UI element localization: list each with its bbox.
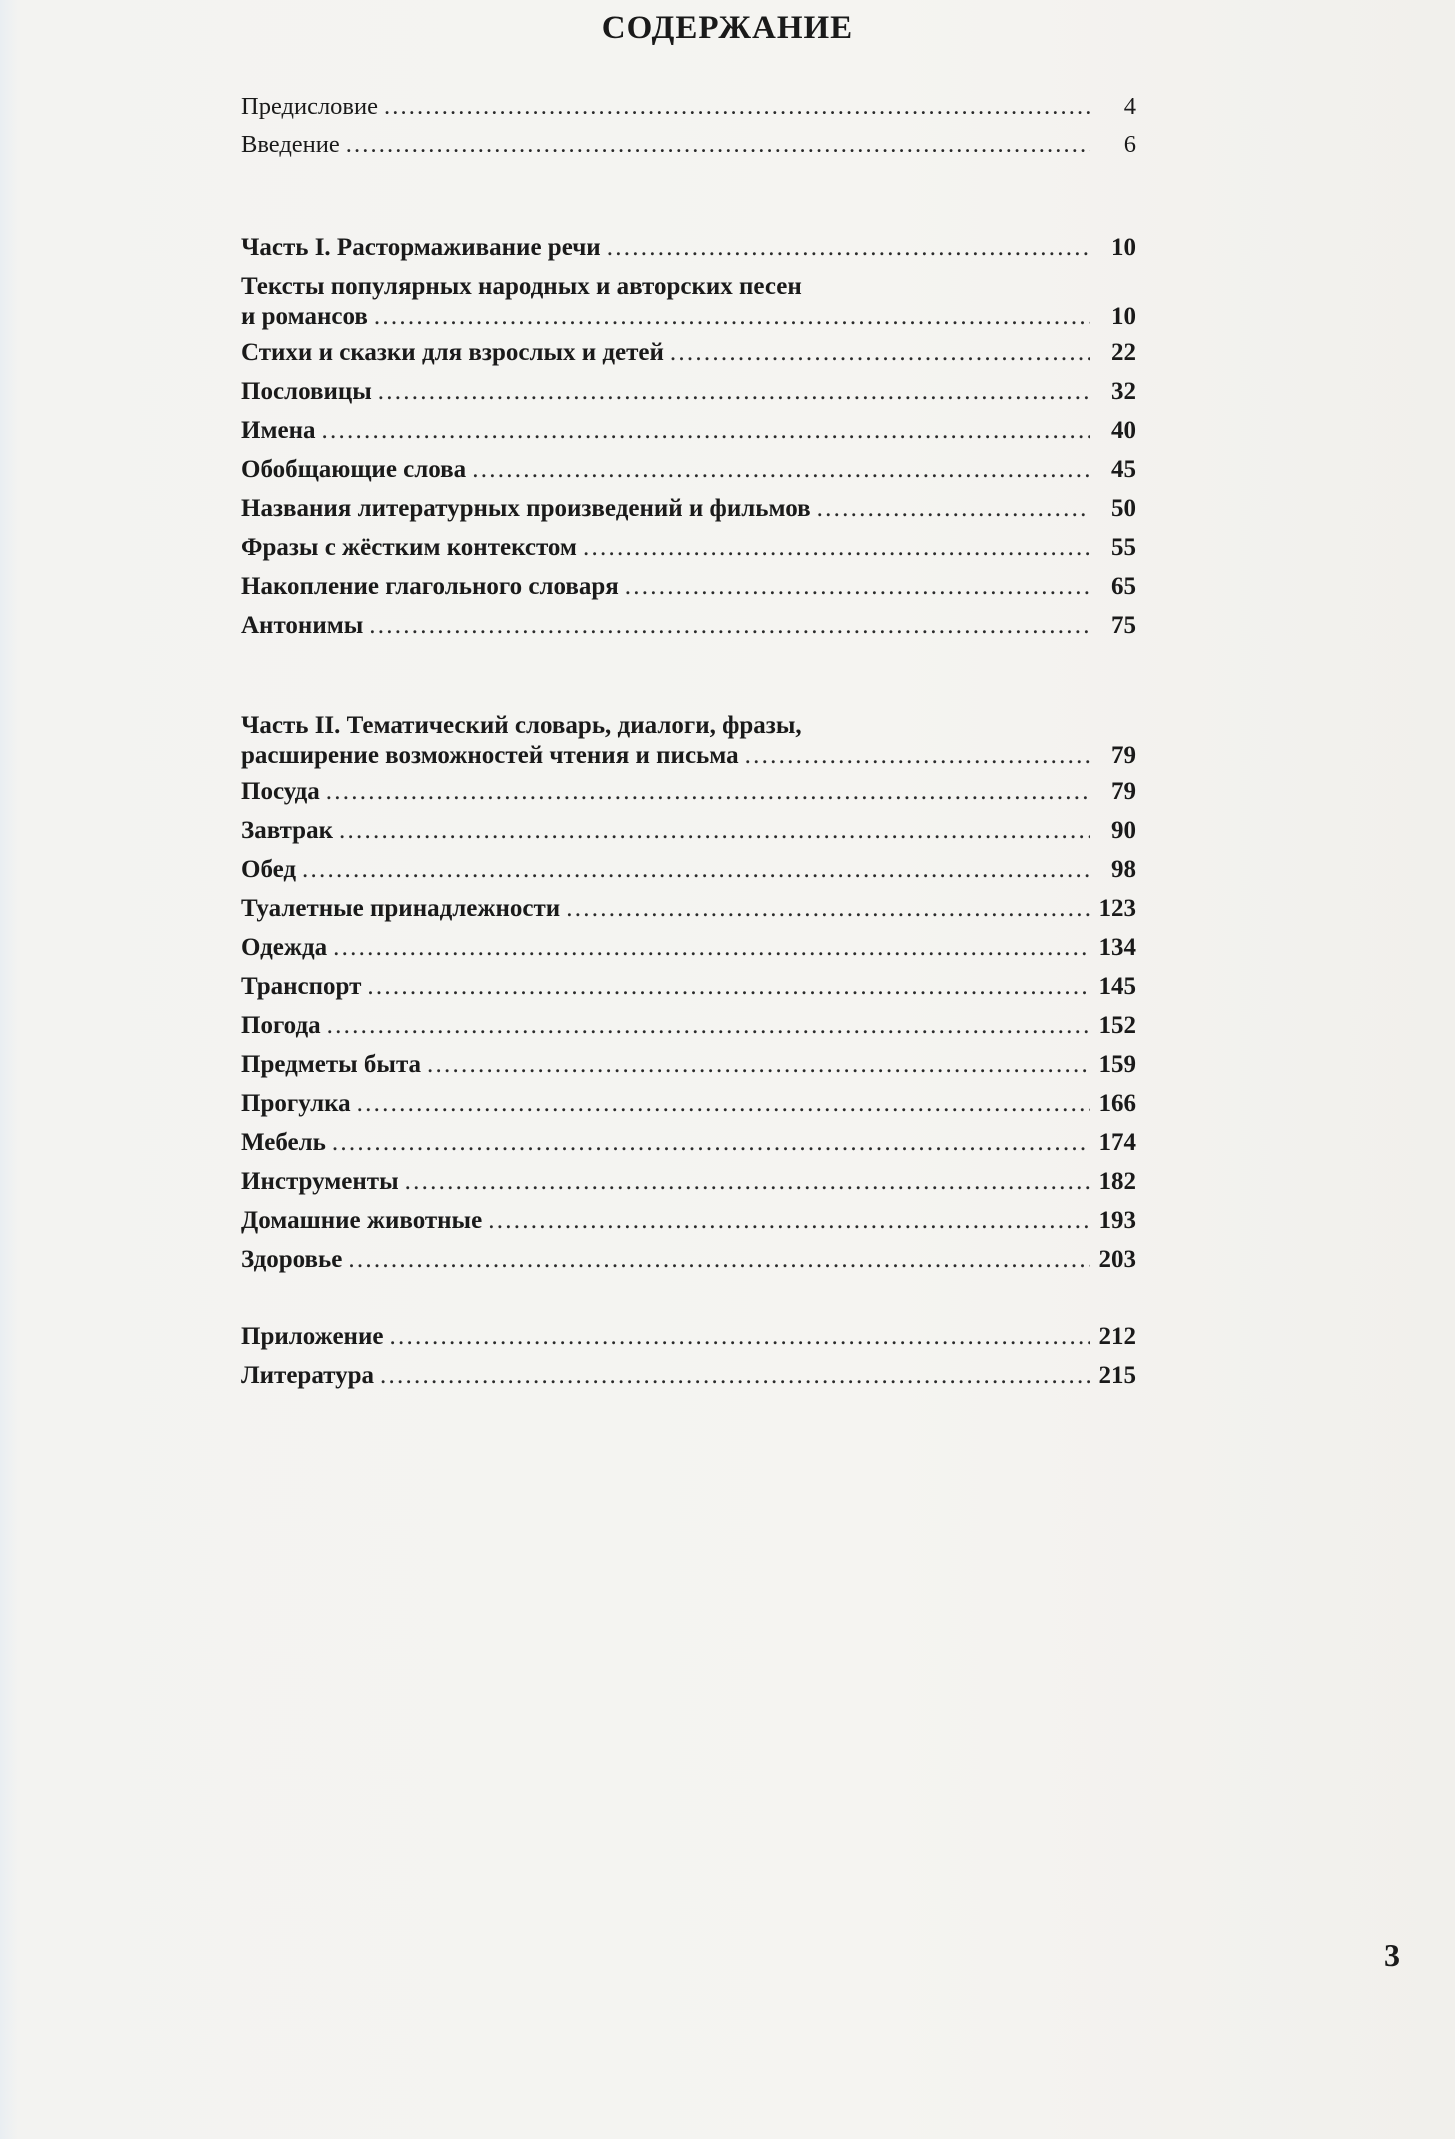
toc-entry-household-items xyxy=(241,1050,1136,1080)
toc-entry-label: Домашние животные xyxy=(241,1207,483,1234)
toc-entry-page: 10 xyxy=(1111,234,1136,261)
toc-entry-pets xyxy=(241,1206,1136,1236)
dot-leader xyxy=(327,1011,1090,1041)
toc-entry-label-line2: расширение возможностей чтения и письма xyxy=(241,742,739,769)
toc-entry-preface xyxy=(241,92,1136,122)
dot-leader xyxy=(367,972,1090,1002)
dot-leader xyxy=(384,92,1090,122)
toc-entry-introduction xyxy=(241,130,1136,160)
toc-entry-label: Приложение xyxy=(241,1323,384,1350)
toc-entry-label: Накопление глагольного словаря xyxy=(241,573,619,600)
dot-leader xyxy=(745,741,1090,771)
toc-entry-page: 45 xyxy=(1111,456,1136,483)
toc-entry-page: 166 xyxy=(1098,1090,1136,1117)
toc-entry-literature xyxy=(241,1361,1136,1391)
toc-entry-page: 4 xyxy=(1123,93,1136,120)
toc-entry-page: 32 xyxy=(1111,378,1136,405)
toc-entry-phrases xyxy=(241,533,1136,563)
toc-entry-page: 215 xyxy=(1098,1362,1136,1389)
toc-entry-part-one xyxy=(241,233,1136,263)
dot-leader xyxy=(326,777,1090,807)
toc-entry-page: 79 xyxy=(1111,742,1136,769)
toc-entry-label: Часть I. Растормаживание речи xyxy=(241,234,601,261)
toc-entry-health xyxy=(241,1245,1136,1275)
dot-leader xyxy=(380,1361,1090,1391)
dot-leader xyxy=(339,816,1090,846)
toc-entry-page: 6 xyxy=(1123,131,1136,158)
toc-entry-label: Введение xyxy=(241,131,340,158)
dot-leader xyxy=(817,494,1090,524)
toc-entry-page: 40 xyxy=(1111,417,1136,444)
toc-entry-transport xyxy=(241,972,1136,1002)
dot-leader xyxy=(566,894,1090,924)
dot-leader xyxy=(348,1245,1090,1275)
toc-entry-label-line1: Часть II. Тематический словарь, диалоги, фразы, xyxy=(241,712,802,739)
toc-entry-page: 10 xyxy=(1111,303,1136,330)
toc-entry-page: 145 xyxy=(1098,973,1136,1000)
dot-leader xyxy=(405,1167,1090,1197)
toc-entry-lunch xyxy=(241,855,1136,885)
toc-entry-page: 22 xyxy=(1111,339,1136,366)
dot-leader xyxy=(302,855,1090,885)
toc-entry-page: 90 xyxy=(1111,817,1136,844)
toc-entry-page: 174 xyxy=(1098,1129,1136,1156)
dot-leader xyxy=(389,1322,1090,1352)
toc-entry-label: Прогулка xyxy=(241,1090,351,1117)
dot-leader xyxy=(488,1206,1090,1236)
toc-entry-label: Фразы с жёстким контекстом xyxy=(241,534,577,561)
toc-entry-verbs xyxy=(241,572,1136,602)
dot-leader xyxy=(374,302,1090,332)
toc-entry-dishes xyxy=(241,777,1136,807)
toc-entry-page: 98 xyxy=(1111,856,1136,883)
toc-entry-weather xyxy=(241,1011,1136,1041)
toc-entry-page: 212 xyxy=(1098,1323,1136,1350)
toc-entry-page: 182 xyxy=(1098,1168,1136,1195)
toc-entry-line2 xyxy=(241,741,1136,771)
toc-entry-clothes xyxy=(241,933,1136,963)
toc-entry-label: Антонимы xyxy=(241,612,364,639)
toc-entry-page: 55 xyxy=(1111,534,1136,561)
dot-leader xyxy=(357,1089,1090,1119)
dot-leader xyxy=(321,416,1090,446)
toc-entry-label: Стихи и сказки для взрослых и детей xyxy=(241,339,664,366)
toc-entry-label: Пословицы xyxy=(241,378,372,405)
toc-entry-label: Мебель xyxy=(241,1129,326,1156)
dot-leader xyxy=(332,1128,1090,1158)
toc-entry-page: 134 xyxy=(1098,934,1136,961)
toc-entry-page: 152 xyxy=(1098,1012,1136,1039)
toc-entry-walk xyxy=(241,1089,1136,1119)
toc-entry-label: Названия литературных произведений и фильмов xyxy=(241,495,811,522)
toc-entry-label: Инструменты xyxy=(241,1168,399,1195)
toc-entry-label: Предметы быта xyxy=(241,1051,422,1078)
toc-entry-label: Одежда xyxy=(241,934,328,961)
dot-leader xyxy=(369,611,1090,641)
toc-entry-label: Туалетные принадлежности xyxy=(241,895,561,922)
toc-entry-label: Транспорт xyxy=(241,973,362,1000)
toc-entry-proverbs xyxy=(241,377,1136,407)
toc-entry-part-two xyxy=(241,711,1136,771)
toc-entry-label: Посуда xyxy=(241,778,320,805)
toc-entry-tools xyxy=(241,1167,1136,1197)
toc-entry-label: Здоровье xyxy=(241,1246,343,1273)
dot-leader xyxy=(472,455,1090,485)
toc-entry-label-line2: и романсов xyxy=(241,303,368,330)
toc-entry-page: 123 xyxy=(1098,895,1136,922)
toc-entry-label: Завтрак xyxy=(241,817,333,844)
toc-entry-page: 65 xyxy=(1111,573,1136,600)
toc-entry-names xyxy=(241,416,1136,446)
dot-leader xyxy=(378,377,1090,407)
toc-entry-label-line1: Тексты популярных народных и авторских песен xyxy=(241,273,802,300)
toc-entry-breakfast xyxy=(241,816,1136,846)
toc-entry-antonyms xyxy=(241,611,1136,641)
page-title: СОДЕРЖАНИЕ xyxy=(601,10,854,46)
toc-entry-titles xyxy=(241,494,1136,524)
toc-entry-label: Обобщающие слова xyxy=(241,456,467,483)
toc-entry-label: Предисловие xyxy=(241,93,378,120)
toc-entry-page: 75 xyxy=(1111,612,1136,639)
toc-entry-line2 xyxy=(241,302,1136,332)
toc-entry-appendix xyxy=(241,1322,1136,1352)
toc-entry-furniture xyxy=(241,1128,1136,1158)
dot-leader xyxy=(346,130,1090,160)
toc-entry-label: Погода xyxy=(241,1012,321,1039)
toc-entry-label: Литература xyxy=(241,1362,375,1389)
toc-entry-page: 159 xyxy=(1098,1051,1136,1078)
toc-entry-page: 203 xyxy=(1098,1246,1136,1273)
dot-leader xyxy=(625,572,1090,602)
page-number: 3 xyxy=(1384,1937,1400,1973)
toc-entry-toiletries xyxy=(241,894,1136,924)
toc-entry-page: 50 xyxy=(1111,495,1136,522)
toc-entry-label: Обед xyxy=(241,856,297,883)
toc-entry-songs xyxy=(241,272,1136,332)
toc-entry-label: Имена xyxy=(241,417,316,444)
dot-leader xyxy=(333,933,1090,963)
toc-entry-poems xyxy=(241,338,1136,368)
toc-entry-generalizing-words xyxy=(241,455,1136,485)
toc-entry-page: 193 xyxy=(1098,1207,1136,1234)
dot-leader xyxy=(670,338,1090,368)
toc-entry-page: 79 xyxy=(1111,778,1136,805)
dot-leader xyxy=(583,533,1090,563)
dot-leader xyxy=(427,1050,1090,1080)
dot-leader xyxy=(607,233,1090,263)
